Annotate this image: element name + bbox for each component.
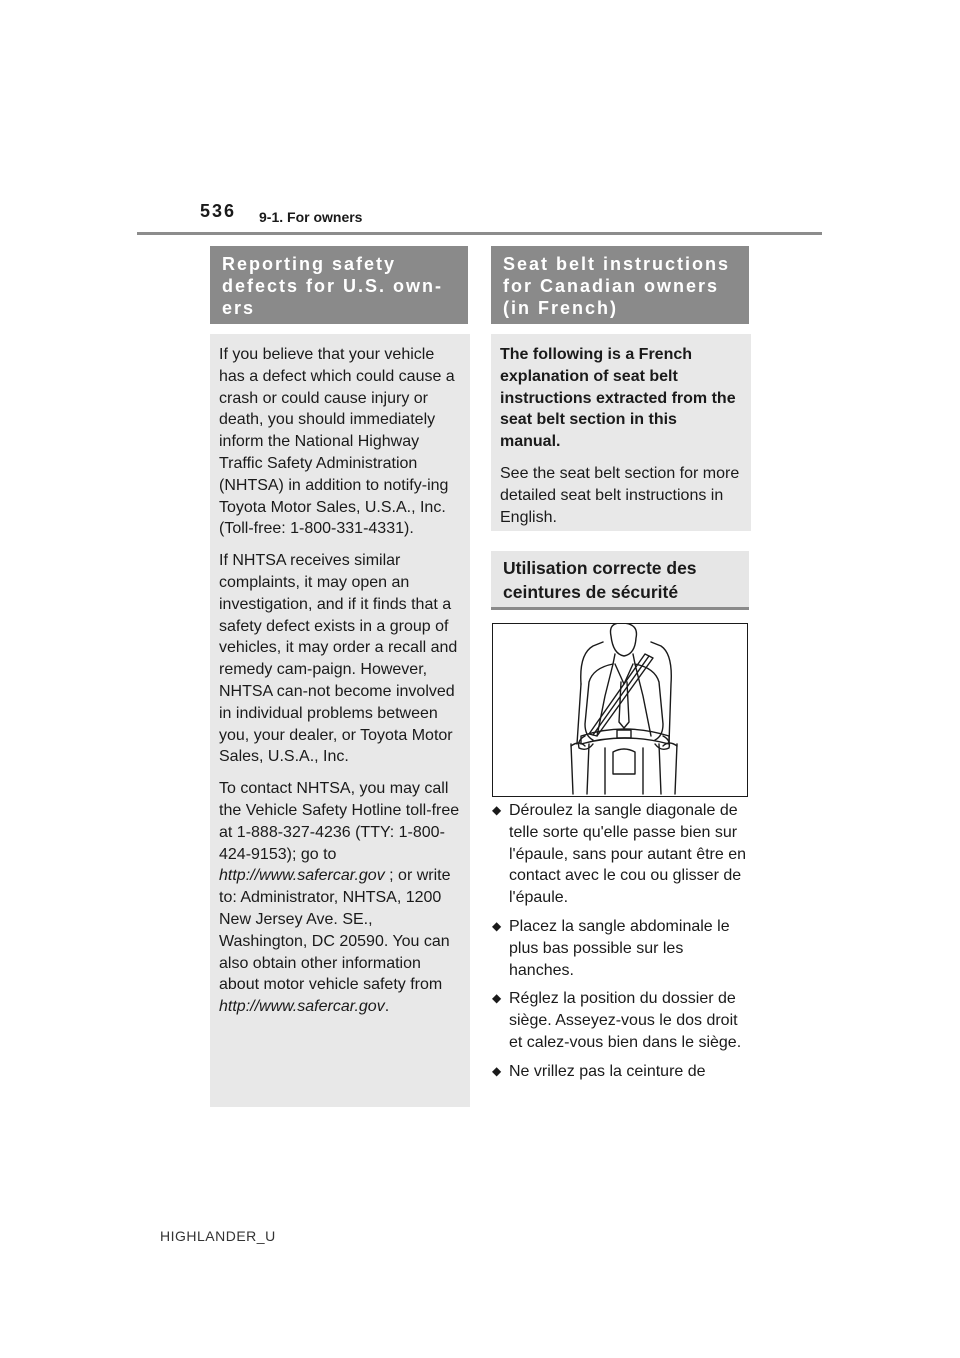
seat-belt-bullets <box>492 800 752 1090</box>
intro-bold: The following is a French explanation of seat belt instructions extracted from the seat belt section in this manual. <box>500 346 736 451</box>
list-item <box>492 988 752 1053</box>
bullet-text: Ne vrillez pas la ceinture de <box>509 1062 706 1080</box>
intro-text: See the seat belt section for more detailed seat belt instructions in English. <box>500 464 740 526</box>
bullet-diamond-icon: ◆ <box>492 918 502 933</box>
paragraph: If you believe that your vehicle has a defect which could cause a crash or could cause injury or death, you should immediately inform the National Highway Traffic Safety Administration (NHTSA) in addition to notify-ing Toyota Motor Sales, U.S.A., Inc. (Toll-free: 1-800-331-4331). <box>219 346 455 538</box>
bullet-text: Placez la sangle abdominale le plus bas possible sur les hanches. <box>509 917 730 979</box>
seat-belt-heading: Seat belt instructions for Canadian owners (in French) <box>491 246 749 324</box>
safercar-link[interactable]: http://www.safercar.gov <box>219 867 385 885</box>
list-item <box>492 1061 752 1083</box>
period: . <box>384 998 390 1016</box>
paragraph: If NHTSA receives similar complaints, it may open an investigation, and if it finds that a safety defect exists in a group of vehicles, it may order a recall and remedy cam-paign. However, NHTSA can-not become involved in individual problems between you, your dealer, or Toyota Motor Sales, U.S.A., Inc. <box>219 552 458 766</box>
bullet-text: Réglez la position du dossier de siège. Asseyez-vous le dos droit et calez-vous bien dans le siège. <box>509 990 742 1051</box>
bullet-diamond-icon: ◆ <box>492 1063 502 1078</box>
bullet-text: Déroulez la sangle diagonale de telle sorte qu'elle passe bien sur l'épaule, sans pour autant être en contact avec le cou ou glisser de l'épaule. <box>509 802 746 907</box>
contact-text: To contact NHTSA, you may call the Vehicle Safety Hotline toll-free at 1-888-327-4236 (TTY: 1-800-424-9153); go to <box>219 780 460 863</box>
section-label: 9-1. For owners <box>259 209 363 225</box>
bullet-diamond-icon: ◆ <box>492 803 502 817</box>
header-rule <box>137 232 822 235</box>
seat-belt-intro <box>491 334 751 531</box>
seat-belt-illustration <box>492 623 748 797</box>
safercar-link[interactable]: http://www.safercar.gov <box>219 998 385 1016</box>
utilisation-subheading: Utilisation correcte des ceintures de sécurité <box>491 551 749 610</box>
bullet-diamond-icon: ◆ <box>492 991 502 1006</box>
reporting-defects-heading: Reporting safety defects for U.S. own-ers <box>210 246 468 324</box>
footer-model: HIGHLANDER_U <box>160 1228 276 1244</box>
page-number: 536 <box>200 201 237 221</box>
list-item <box>492 916 752 981</box>
contact-paragraph <box>219 778 460 1018</box>
contact-text: ; or write to: Administrator, NHTSA, 1200 New Jersey Ave. SE., Washington, DC 20590. You can also obtain other information about motor vehicle safety from <box>219 867 451 994</box>
reporting-defects-body <box>210 334 470 1107</box>
list-item <box>492 800 752 909</box>
seated-person-illustration <box>493 624 747 796</box>
